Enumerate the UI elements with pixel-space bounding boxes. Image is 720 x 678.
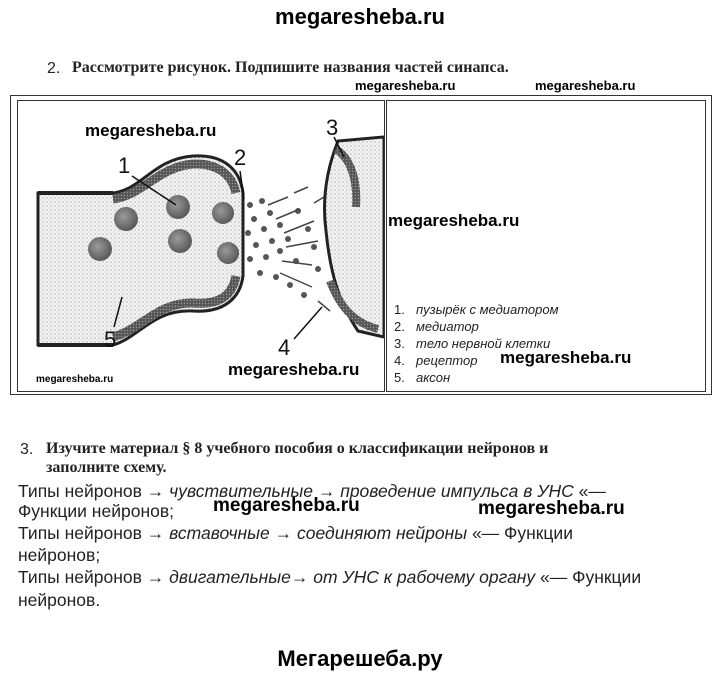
header-watermark: megaresheba.ru [275, 4, 445, 29]
legend-item-3: 3. тело нервной клетки [394, 336, 551, 351]
legend-item-5: 5. аксон [394, 370, 451, 385]
synapse-drawing-box [17, 100, 385, 392]
task3-line2: заполните схему. [46, 459, 167, 476]
label-4: 4 [278, 335, 291, 360]
mediator-arrows [268, 187, 330, 311]
watermark-legend: megaresheba.ru [500, 348, 632, 367]
label-5: 5 [104, 327, 117, 352]
label-3: 3 [326, 115, 339, 140]
watermark-diagram: megaresheba.ru [85, 121, 217, 140]
schema-line-2: Функции нейронов; [18, 501, 175, 521]
watermark-small: megaresheba.ru [36, 374, 114, 385]
legend-item-4: 4. рецептор [394, 353, 478, 368]
mediator-molecules [245, 198, 321, 298]
watermark-schema-1: megaresheba.ru [213, 495, 360, 516]
watermark-bottom-left: megaresheba.ru [228, 360, 360, 379]
legend-item-2: 2. медиатор [394, 319, 479, 334]
label-2: 2 [234, 145, 247, 170]
task3-line1: Изучите материал § 8 учебного пособия о классификации нейронов и [46, 440, 549, 457]
schema-line-3: Типы нейронов → вставочные → соединяют нейроны «— Функции [18, 523, 573, 543]
watermark-right-1: megaresheba.ru [355, 78, 456, 93]
task2-text: Рассмотрите рисунок. Подпишите названия частей синапса. [72, 59, 509, 76]
label-1: 1 [118, 153, 131, 178]
task2-number: 2. [47, 60, 61, 77]
schema-line-1: Типы нейронов → чувствительные → проведение импульса в УНС «— [18, 481, 606, 501]
synapse-diagram [18, 101, 384, 391]
schema-line-4: нейронов; [18, 545, 101, 565]
footer-brand: Мегарешеба.ру [277, 646, 443, 671]
legend-item-1: 1. пузырёк с медиатором [394, 302, 559, 317]
watermark-center: megaresheba.ru [388, 211, 520, 230]
watermark-schema-2: megaresheba.ru [478, 498, 625, 519]
schema-line-5: Типы нейронов → двигательные→ от УНС к рабочему органу «— Функции [18, 567, 642, 587]
watermark-right-2: megaresheba.ru [535, 78, 636, 93]
schema-line-6: нейронов. [18, 590, 101, 610]
task3-number: 3. [20, 441, 34, 458]
